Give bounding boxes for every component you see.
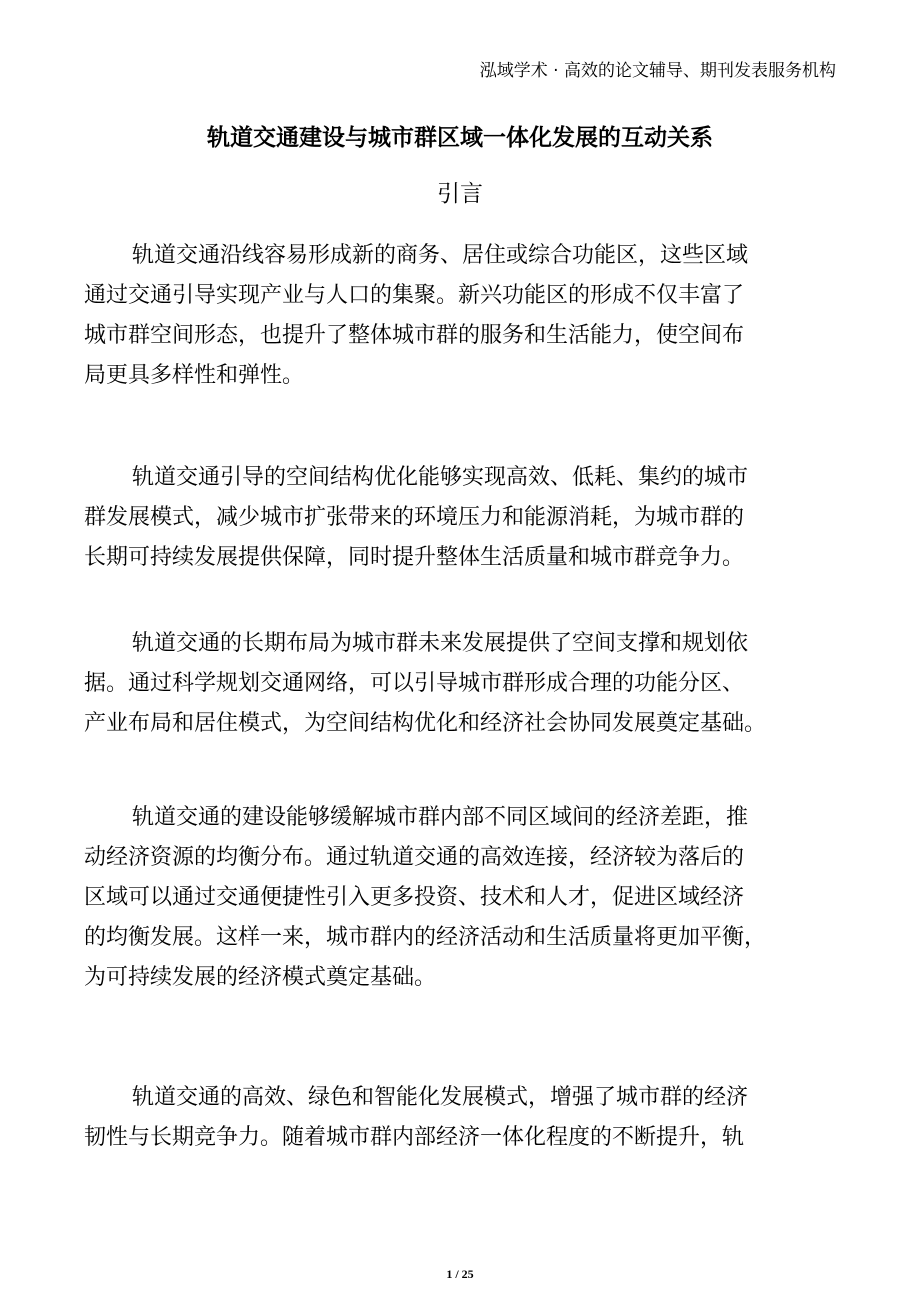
paragraph-line: 局更具多样性和弹性。: [84, 363, 305, 388]
paragraph-line: 轨道交通引导的空间结构优化能够实现高效、低耗、集约的城市: [132, 465, 749, 490]
paragraph-line: 据。通过科学规划交通网络，可以引导城市群形成合理的功能分区、: [84, 671, 745, 696]
paragraph: [84, 236, 836, 396]
header-tagline: 泓域学术 · 高效的论文辅导、期刊发表服务机构: [479, 61, 836, 81]
paragraph-line: 韧性与长期竞争力。随着城市群内部经济一体化程度的不断提升，轨: [84, 1125, 745, 1150]
paragraph-line: 群发展模式，减少城市扩张带来的环境压力和能源消耗，为城市群的: [84, 505, 745, 530]
paragraph-line: 的均衡发展。这样一来，城市群内的经济活动和生活质量将更加平衡，: [84, 925, 767, 950]
paragraph-line: 通过交通引导实现产业与人口的集聚。新兴功能区的形成不仅丰富了: [84, 283, 745, 308]
paragraph-line: 为可持续发展的经济模式奠定基础。: [84, 965, 437, 990]
paragraph-line: 动经济资源的均衡分布。通过轨道交通的高效连接，经济较为落后的: [84, 845, 745, 870]
paragraph-line: 轨道交通沿线容易形成新的商务、居住或综合功能区，这些区域: [132, 243, 749, 268]
paragraph: [84, 798, 836, 998]
paragraph-line: 轨道交通的高效、绿色和智能化发展模式，增强了城市群的经济: [132, 1085, 749, 1110]
paragraph-line: 轨道交通的建设能够缓解城市群内部不同区域间的经济差距，推: [132, 805, 749, 830]
paragraph-line: 城市群空间形态，也提升了整体城市群的服务和生活能力，使空间布: [84, 323, 745, 348]
paragraph-line: 长期可持续发展提供保障，同时提升整体生活质量和城市群竞争力。: [84, 545, 745, 570]
paragraph: [84, 458, 836, 578]
document-title: 轨道交通建设与城市群区域一体化发展的互动关系: [207, 125, 713, 151]
paragraph-line: 轨道交通的长期布局为城市群未来发展提供了空间支撑和规划依: [132, 631, 749, 656]
paragraph: [84, 1078, 836, 1158]
paragraph: [84, 624, 836, 744]
paragraph-line: 区域可以通过交通便捷性引入更多投资、技术和人才，促进区域经济: [84, 885, 745, 910]
page-number: 1 / 25: [446, 1267, 474, 1281]
paragraph-line: 产业布局和居住模式，为空间结构优化和经济社会协同发展奠定基础。: [84, 711, 767, 736]
section-heading: 引言: [437, 181, 483, 207]
